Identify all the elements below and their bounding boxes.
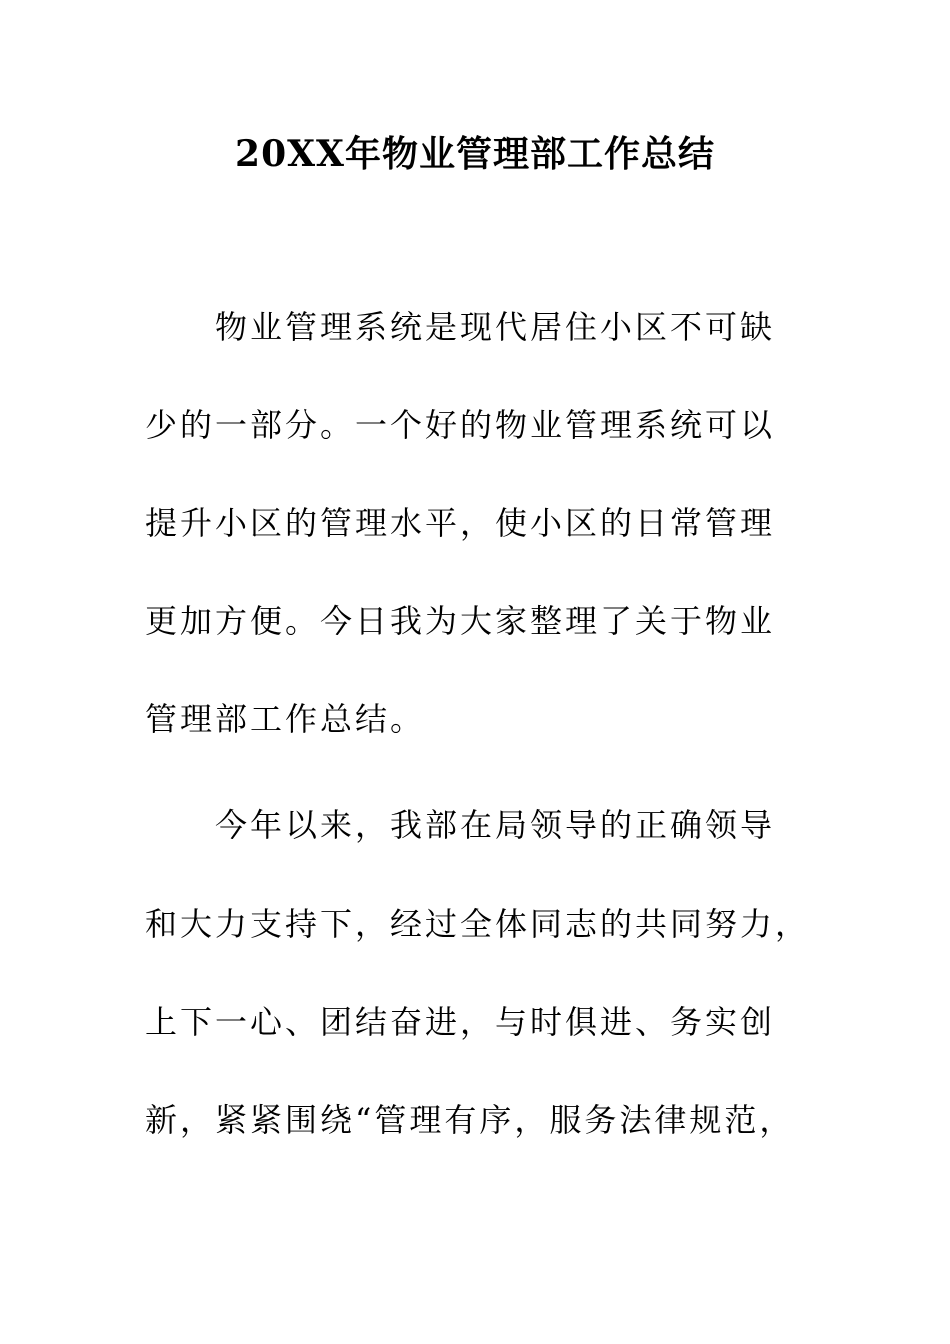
body-line-7: 和大力支持下，经过全体同志的共同努力，	[145, 905, 811, 943]
body-line-5: 管理部工作总结。	[145, 700, 426, 738]
body-line-6: 今年以来，我部在局领导的正确领导	[145, 806, 776, 844]
body-line-3: 提升小区的管理水平，使小区的日常管理	[145, 504, 776, 542]
body-line-1: 物业管理系统是现代居住小区不可缺	[145, 308, 776, 346]
body-line-4: 更加方便。今日我为大家整理了关于物业	[145, 602, 776, 640]
body-line-8: 上下一心、团结奋进，与时俱进、务实创	[145, 1003, 776, 1041]
body-line-9: 新，紧紧围绕“管理有序，服务法律规范，	[145, 1101, 795, 1139]
document-title: 20XX年物业管理部工作总结	[235, 133, 715, 175]
body-line-2: 少的一部分。一个好的物业管理系统可以	[145, 406, 776, 444]
